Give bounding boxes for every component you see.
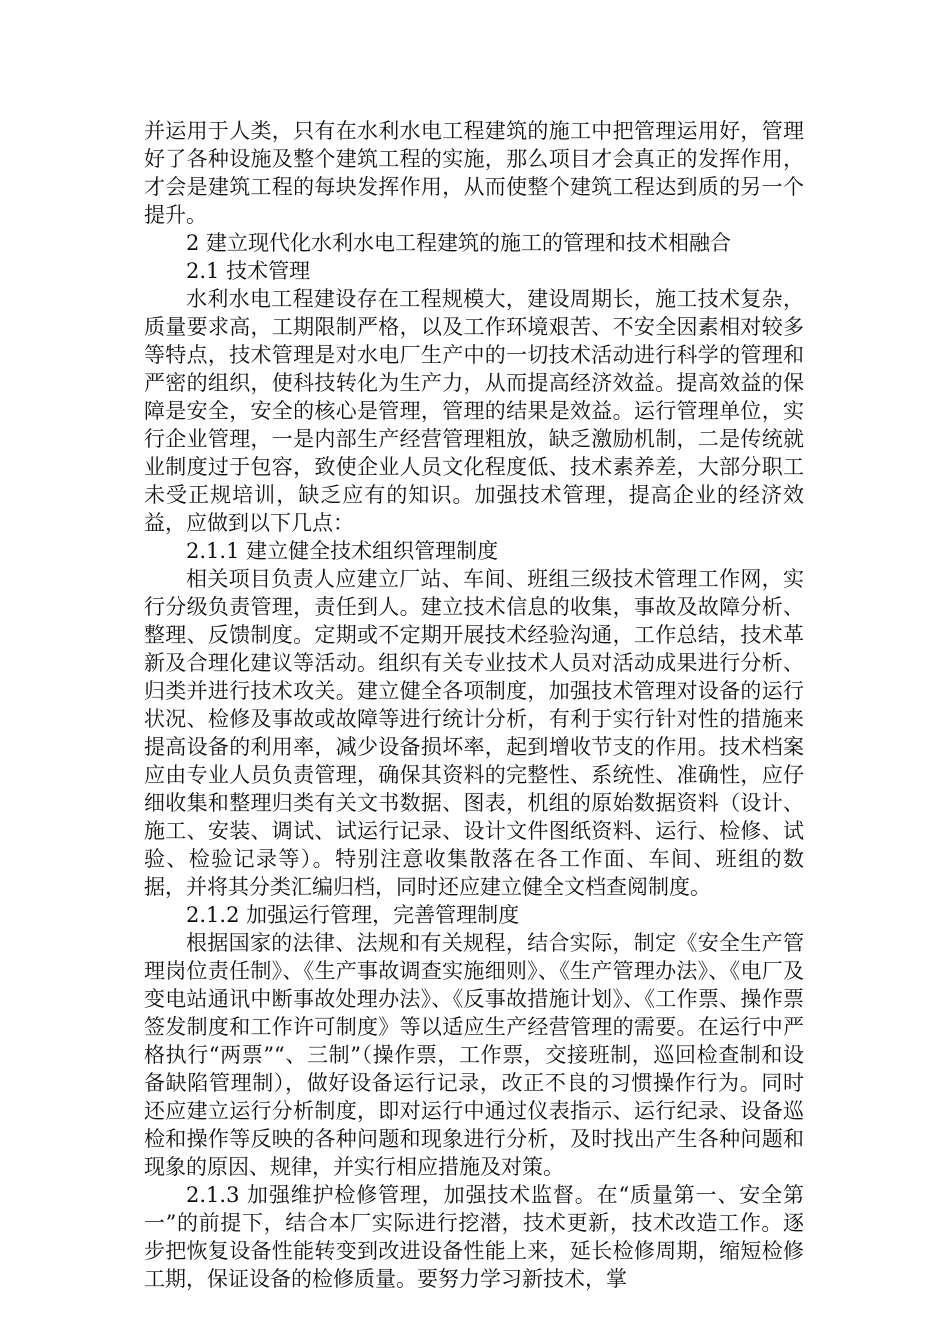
paragraph-organization-system: 相关项目负责人应建立厂站、车间、班组三级技术管理工作网，实行分级负责管理，责任到人。建立技术信息的收集，事故及故障分析、整理、反馈制度。定期或不定期开展技术经验沟通，工作总结，技术革新及合理化建议等活动。组织有关专业技术人员对活动成果进行分析、归类并进行技术攻关。建立健全各项制度，加强技术管理对设备的运行状况、检修及事故或故障等进行统计分析，有利于实行针对性的措施来提高设备的利用率，减少设备损坏率，起到增收节支的作用。技术档案应由专业人员负责管理，确保其资料的完整性、系统性、准确性，应仔细收集和整理归类有关文书数据、图表，机组的原始数据资料（设计、施工、安装、调试、试运行记录、设计文件图纸资料、运行、检修、试验、检验记录等）。特别注意收集散落在各工作面、车间、班组的数据，并将其分类汇编归档，同时还应建立健全文档查阅制度。 [144, 567, 804, 899]
document-body [144, 117, 804, 1293]
paragraph-intro-continuation: 并运用于人类，只有在水利水电工程建筑的施工中把管理运用好，管理好了各种设施及整个建筑工程的实施，那么项目才会真正的发挥作用，才会是建筑工程的每块发挥作用，从而使整个建筑工程达到质的另一个提升。 [144, 119, 804, 227]
paragraph-technical-management: 水利水电工程建设存在工程规模大，建设周期长，施工技术复杂，质量要求高，工期限制严格，以及工作环境艰苦、不安全因素相对较多等特点，技术管理是对水电厂生产中的一切技术活动进行科学的管理和严密的组织，使科技转化为生产力，从而提高经济效益。提高效益的保障是安全，安全的核心是管理，管理的结果是效益。运行管理单位，实行企业管理，一是内部生产经营管理粗放，缺乏激励机制，二是传统就业制度过于包容，致使企业人员文化程度低、技术素养差，大部分职工未受正规培训，缺乏应有的知识。加强技术管理，提高企业的经济效益，应做到以下几点： [144, 287, 804, 535]
paragraph-operation-management: 根据国家的法律、法规和有关规程，结合实际，制定《安全生产管理岗位责任制》、《生产事故调查实施细则》、《生产管理办法》、《电厂及变电站通讯中断事故处理办法》、《反事故措施计划》、《工作票、操作票签发制度和工作许可制度》等以适应生产经营管理的需要。在运行中严格执行“两票”“、三制”（操作票，工作票，交接班制，巡回检查制和设备缺陷管理制），做好设备运行记录，改正不良的习惯操作行为。同时还应建立运行分析制度，即对运行中通过仪表指示、运行纪录、设备巡检和操作等反映的各种问题和现象进行分析，及时找出产生各种问题和现象的原因、规律，并实行相应措施及对策。 [144, 931, 804, 1179]
section-heading-2-1-1: 2.1.1 建立健全技术组织管理制度 [186, 539, 499, 563]
section-heading-2: 2 建立现代化水利水电工程建筑的施工的管理和技术相融合 [186, 231, 732, 255]
section-heading-2-1-2: 2.1.2 加强运行管理，完善管理制度 [186, 903, 520, 927]
paragraph-maintenance-management: 2.1.3 加强维护检修管理，加强技术监督。在“质量第一、安全第一”的前提下，结合本厂实际进行挖潜，技术更新，技术改造工作。逐步把恢复设备性能转变到改进设备性能上来，延长检修周期，缩短检修工期，保证设备的检修质量。要努力学习新技术，掌 [144, 1183, 804, 1291]
section-heading-2-1: 2.1 技术管理 [186, 259, 311, 283]
